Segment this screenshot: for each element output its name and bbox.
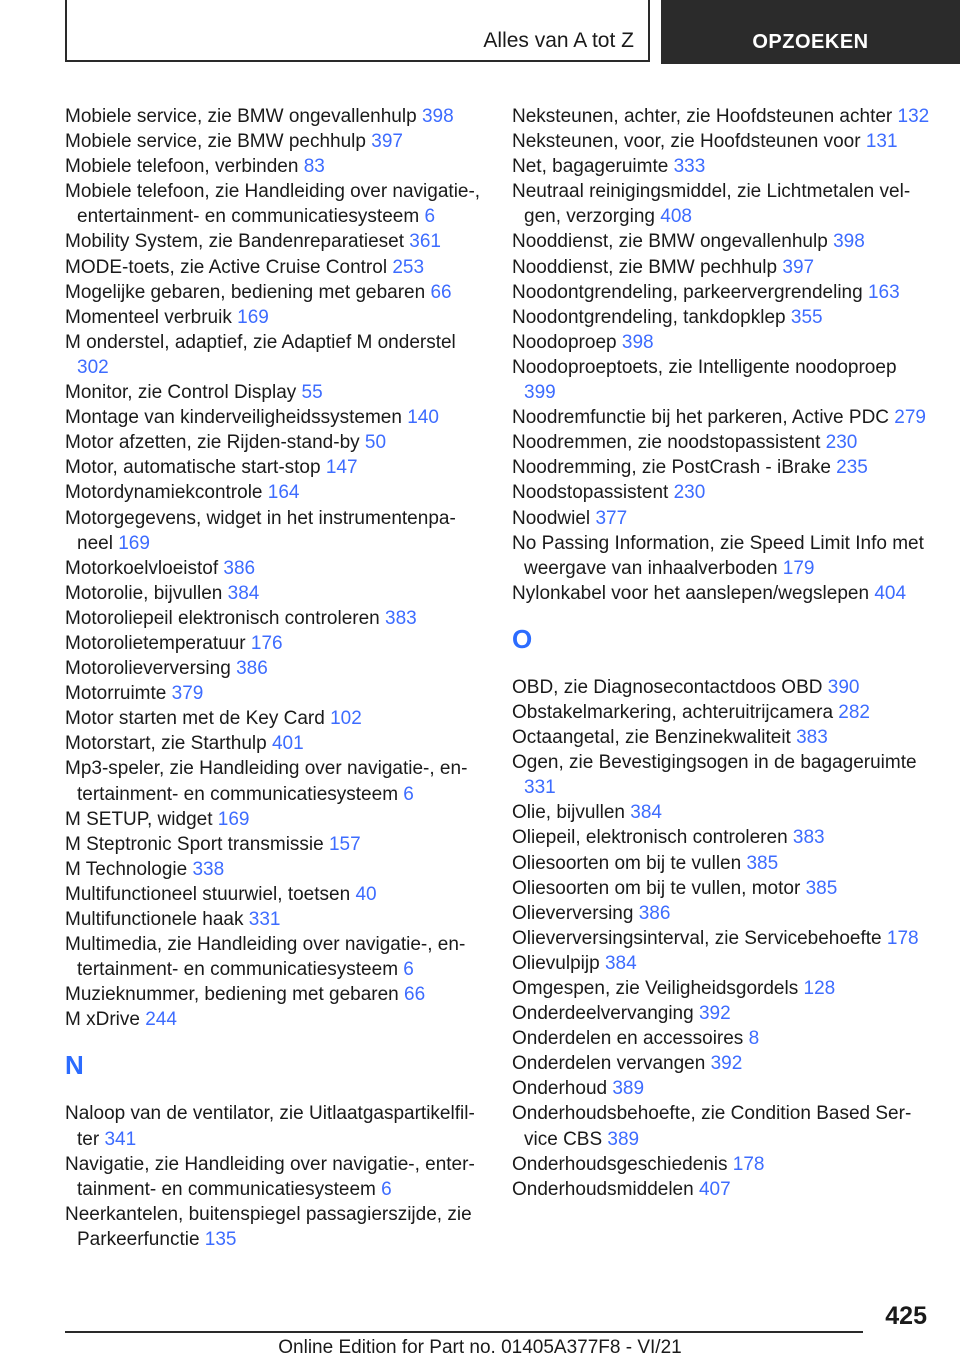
index-entry-text: Noodontgrendeling, parkeervergrendeling (512, 281, 868, 303)
index-entry (65, 656, 483, 681)
page-link[interactable]: 178 (732, 1153, 765, 1175)
index-entry-text: M onderstel, adaptief, zie Adaptief M onderstel (65, 331, 456, 353)
index-entry-text: M Technologie (65, 858, 193, 880)
page-link[interactable]: 147 (325, 457, 358, 479)
page-link[interactable]: 398 (421, 106, 454, 127)
index-entry-text: Olie, bijvullen (512, 802, 631, 824)
index-entry (65, 756, 483, 806)
index-entry (65, 380, 483, 405)
index-entry-text: Muzieknummer, bediening met gebaren (65, 984, 405, 1006)
index-entry-text: Olieverversing (512, 902, 639, 924)
index-entry (65, 1007, 483, 1032)
page-link[interactable]: 178 (886, 927, 919, 949)
index-entry (512, 305, 930, 330)
page-link[interactable]: 361 (409, 231, 441, 253)
index-entry-text: Obstakelmarkering, achteruitrijcamera (512, 701, 839, 723)
index-entry (512, 901, 930, 926)
index-entry-text: Monitor, zie Control Display (65, 382, 302, 404)
index-entry-text: Multifunctioneel stuurwiel, toetsen (65, 883, 356, 905)
page-link[interactable]: 50 (364, 432, 387, 454)
index-entry-text: Neksteunen, achter, zie Hoofdsteunen achter (512, 106, 898, 127)
tab-label: OPZOEKEN (752, 31, 869, 53)
index-entry (65, 681, 483, 706)
index-entry-text: MODE-toets, zie Active Cruise Control (65, 256, 393, 278)
footer-divider (65, 1331, 863, 1333)
index-entry-text: Onderhoudsmiddelen (512, 1178, 699, 1200)
index-entry (512, 280, 930, 305)
page-link[interactable]: 244 (145, 1009, 177, 1031)
index-column-right (512, 104, 930, 1202)
index-entry-text: Oliepeil, elektronisch controleren (512, 827, 793, 849)
page-link[interactable]: 333 (673, 156, 706, 178)
page-link[interactable]: 386 (236, 658, 268, 680)
page-link[interactable]: 55 (301, 382, 323, 404)
index-entry-text: M xDrive (65, 1009, 146, 1031)
index-entry (65, 480, 483, 505)
index-entry-text: Nooddienst, zie BMW ongevallenhulp (512, 231, 834, 253)
index-entry (65, 832, 483, 857)
index-entry-text: Octaangetal, zie Benzinekwaliteit (512, 727, 797, 749)
page-link[interactable]: 157 (328, 833, 361, 855)
index-entry (512, 229, 930, 254)
page-link[interactable]: 398 (833, 231, 865, 253)
index-entry-text: Motorgegevens, widget in het instrumentenpaneel (65, 507, 456, 554)
index-entry (65, 405, 483, 430)
index-entry-text: Noodoproep (512, 331, 622, 353)
index-entry-text: M Steptronic Sport transmissie (65, 833, 329, 855)
page-link[interactable]: 128 (803, 978, 836, 999)
index-entry (512, 675, 930, 700)
index-entry (512, 154, 930, 179)
index-entry-text: Noodremming, zie PostCrash - iBrake (512, 457, 837, 479)
index-entry (512, 455, 930, 480)
page-link[interactable]: 386 (638, 902, 671, 924)
index-entry (65, 606, 483, 631)
page-link[interactable]: 384 (630, 802, 662, 824)
index-entry (65, 104, 483, 129)
index-entry-text: Mobiele telefoon, zie Handleiding over navigatie-, entertainment- en communicatiesysteem (65, 181, 481, 228)
page-link[interactable]: 282 (838, 701, 870, 723)
page-link[interactable]: 176 (250, 632, 283, 654)
page-link[interactable]: 408 (660, 206, 692, 228)
index-entry (512, 976, 930, 1001)
index-entry (65, 932, 483, 982)
index-column-left (65, 104, 483, 1252)
index-entry-text: Motorolietemperatuur (65, 632, 251, 654)
page-link[interactable]: 386 (223, 557, 256, 579)
index-entry (512, 1152, 930, 1177)
page-link[interactable]: 384 (604, 952, 637, 974)
index-entry (65, 581, 483, 606)
page-link[interactable]: 404 (874, 582, 907, 604)
page-link[interactable]: 383 (796, 727, 828, 749)
index-entry-text: Noodwiel (512, 507, 596, 529)
index-entry (65, 280, 483, 305)
page-number: 425 (885, 1302, 927, 1330)
page-link[interactable]: 179 (782, 557, 815, 579)
page-link[interactable]: 341 (104, 1128, 137, 1150)
index-entry-text: Mp3-speler, zie Handleiding over navigatie-, entertainment- en communicatiesysteem (65, 758, 468, 805)
page-link[interactable]: 40 (355, 883, 377, 905)
page-link[interactable]: 331 (524, 777, 556, 799)
index-entry-text: Multifunctionele haak (65, 909, 249, 930)
page-link[interactable]: 140 (407, 407, 439, 429)
page-link[interactable]: 6 (381, 1178, 392, 1200)
page-link[interactable]: 383 (385, 607, 417, 629)
index-entry-text: Olieverversingsinterval, zie Servicebehoefte (512, 927, 887, 949)
index-entry (65, 305, 483, 330)
index-entry-text: Navigatie, zie Handleiding over navigatie-, entertainment- en communicatiesysteem (65, 1153, 475, 1200)
index-entry-text: Onderhoudsgeschiedenis (512, 1153, 733, 1175)
index-entry (512, 531, 930, 581)
index-entry (512, 506, 930, 531)
index-entry (65, 1202, 483, 1252)
page-link[interactable]: 66 (430, 281, 452, 303)
index-entry (65, 1101, 483, 1151)
index-entry-text: Onderdelen vervangen (512, 1053, 711, 1075)
index-entry (512, 825, 930, 850)
page-link[interactable]: 392 (698, 1003, 731, 1025)
index-entry-text: Onderhoud (512, 1078, 613, 1100)
index-entry (65, 1152, 483, 1202)
index-entry-text: Motor starten met de Key Card (65, 708, 331, 730)
index-entry (512, 926, 930, 951)
page-header (65, 0, 960, 64)
index-entry-text: Noodontgrendeling, tankdopklep (512, 306, 791, 328)
section-title: Alles van A tot Z (483, 29, 634, 52)
page-link[interactable]: 132 (897, 106, 930, 127)
index-entry (512, 129, 930, 154)
page-link[interactable]: 401 (271, 733, 304, 755)
index-entry (512, 1177, 930, 1202)
index-entry (512, 355, 930, 405)
index-entry (65, 882, 483, 907)
page-link[interactable]: 389 (607, 1128, 640, 1150)
index-entry-text: Motoroliepeil elektronisch controleren (65, 607, 385, 629)
index-entry-text: Neerkantelen, buitenspiegel passagierszijde, zie Parkeerfunctie (65, 1203, 472, 1250)
index-entry-text: Motorolie, bijvullen (65, 582, 228, 604)
page-link[interactable]: 302 (77, 356, 109, 378)
index-entry (512, 1051, 930, 1076)
index-entry (512, 1001, 930, 1026)
page-link[interactable]: 169 (237, 306, 269, 328)
page-link[interactable]: 379 (171, 683, 204, 705)
section-title-box (65, 0, 650, 62)
index-entry-text: Neutraal reinigingsmiddel, zie Lichtmetalen velgen, verzorging (512, 181, 911, 228)
index-entry (65, 731, 483, 756)
page-link[interactable]: 397 (371, 131, 403, 153)
page-link[interactable]: 383 (792, 827, 825, 849)
index-entry-text: Mobiele service, zie BMW ongevallenhulp (65, 106, 422, 127)
page-link[interactable]: 8 (748, 1028, 760, 1050)
index-letter-heading: N (65, 1050, 84, 1081)
page-link[interactable]: 397 (782, 256, 815, 278)
index-entry (65, 330, 483, 380)
index-entry (65, 907, 483, 932)
page-link[interactable]: 235 (836, 457, 868, 479)
page-link[interactable]: 66 (404, 984, 426, 1006)
index-entry-text: Momenteel verbruik (65, 306, 238, 328)
index-entry (65, 556, 483, 581)
page-link[interactable]: 385 (746, 852, 779, 874)
index-entry-text: Noodremmen, zie noodstopassistent (512, 432, 826, 454)
index-entry-text: Motor afzetten, zie Rijden-stand-by (65, 432, 365, 454)
page-link[interactable]: 398 (621, 331, 654, 353)
index-entry (65, 982, 483, 1007)
index-entry (512, 876, 930, 901)
index-entry (65, 455, 483, 480)
page-link[interactable]: 6 (424, 206, 436, 228)
page-link[interactable]: 230 (673, 482, 706, 504)
page-link[interactable]: 83 (303, 156, 325, 178)
index-entry-text: Ogen, zie Bevestigingsogen in de bagageruimte (512, 752, 917, 774)
page-link[interactable]: 407 (698, 1178, 731, 1200)
page-link[interactable]: 385 (805, 877, 838, 899)
index-entry (512, 1076, 930, 1101)
page-link[interactable]: 6 (403, 783, 414, 805)
index-entry-text: Noodstopassistent (512, 482, 674, 504)
page-link[interactable]: 163 (867, 281, 900, 303)
index-entry (65, 154, 483, 179)
page-link[interactable]: 338 (192, 858, 225, 880)
index-entry (65, 506, 483, 556)
page-link[interactable]: 135 (204, 1228, 237, 1250)
tab-opzoeken[interactable] (661, 0, 960, 64)
index-entry-text: OBD, zie Diagnosecontactdoos OBD (512, 676, 828, 698)
index-entry (512, 104, 930, 129)
index-entry (65, 430, 483, 455)
page-link[interactable]: 169 (118, 532, 150, 554)
index-entry-text: Olievulpijp (512, 952, 605, 974)
index-entry-text: Motorkoelvloeistof (65, 557, 224, 579)
index-entry (65, 229, 483, 254)
index-entry-text: Net, bagageruimte (512, 156, 674, 178)
index-entry-text: Montage van kinderveiligheidssystemen (65, 407, 408, 429)
index-entry-text: Omgespen, zie Veiligheidsgordels (512, 978, 804, 999)
index-entry (65, 129, 483, 154)
index-entry-text: Motor, automatische start-stop (65, 457, 326, 479)
index-entry-text: Mobiele service, zie BMW pechhulp (65, 131, 372, 153)
index-entry (512, 179, 930, 229)
page-link[interactable]: 131 (865, 131, 898, 153)
index-entry-text: No Passing Information, zie Speed Limit Info met weergave van inhaalverboden (512, 532, 924, 579)
index-entry-text: Motorstart, zie Starthulp (65, 733, 272, 755)
index-entry-text: Nooddienst, zie BMW pechhulp (512, 256, 783, 278)
index-entry (512, 1101, 930, 1151)
page-link[interactable]: 392 (710, 1053, 743, 1075)
index-entry (512, 725, 930, 750)
index-entry-text: Noodremfunctie bij het parkeren, Active PDC (512, 407, 895, 429)
index-entry (512, 581, 930, 606)
page-link[interactable]: 169 (217, 808, 250, 830)
index-entry (512, 951, 930, 976)
index-entry-text: Oliesoorten om bij te vullen (512, 852, 747, 874)
index-entry (65, 255, 483, 280)
index-entry-text: Onderdeelvervanging (512, 1003, 699, 1025)
page-link[interactable]: 102 (330, 708, 362, 730)
index-entry-text: Nylonkabel voor het aanslepen/wegslepen (512, 582, 875, 604)
index-entry-text: Onderhoudsbehoefte, zie Condition Based Service CBS (512, 1103, 912, 1150)
index-entry (512, 430, 930, 455)
page-link[interactable]: 6 (403, 959, 414, 981)
page-link[interactable]: 279 (894, 407, 926, 429)
index-entry-text: Motorolieverversing (65, 658, 237, 680)
index-entry (65, 179, 483, 229)
index-entry-text: Naloop van de ventilator, zie Uitlaatgaspartikelfilter (65, 1103, 475, 1150)
page-link[interactable]: 164 (267, 482, 300, 504)
page-link[interactable]: 389 (612, 1078, 645, 1100)
index-entry-text: Neksteunen, voor, zie Hoofdsteunen voor (512, 131, 866, 153)
page-link[interactable]: 355 (790, 306, 823, 328)
index-entry-text: Mogelijke gebaren, bediening met gebaren (65, 281, 431, 303)
edition-footer: Online Edition for Part no. 01405A377F8 - VI/21 (278, 1337, 682, 1358)
page-link[interactable]: 377 (595, 507, 628, 529)
index-entry (512, 255, 930, 280)
index-entry (512, 851, 930, 876)
index-entry (65, 857, 483, 882)
index-letter-heading: O (512, 623, 533, 654)
page-link[interactable]: 390 (827, 676, 860, 698)
index-entry (512, 1026, 930, 1051)
page-link[interactable]: 384 (227, 582, 260, 604)
index-entry (512, 700, 930, 725)
page-link[interactable]: 253 (392, 256, 425, 278)
index-entry-text: Noodoproeptoets, zie Intelligente noodoproep (512, 356, 897, 378)
page-link[interactable]: 331 (248, 909, 281, 930)
index-entry-text: Mobiele telefoon, verbinden (65, 156, 304, 178)
index-entry (65, 807, 483, 832)
index-entry (65, 706, 483, 731)
index-entry-text: Multimedia, zie Handleiding over navigatie-, entertainment- en communicatiesysteem (65, 934, 466, 981)
index-entry-text: Motorruimte (65, 683, 172, 705)
index-entry-text: M SETUP, widget (65, 808, 218, 830)
index-entry (512, 330, 930, 355)
index-entry (512, 405, 930, 430)
index-entry-text: Onderdelen en accessoires (512, 1028, 749, 1050)
page-link[interactable]: 230 (825, 432, 858, 454)
index-entry-text: Oliesoorten om bij te vullen, motor (512, 877, 806, 899)
index-entry (65, 631, 483, 656)
page-link[interactable]: 399 (524, 382, 556, 404)
index-entry-text: Mobility System, zie Bandenreparatieset (65, 231, 410, 253)
index-entry (512, 480, 930, 505)
index-entry (512, 800, 930, 825)
index-entry-text: Motordynamiekcontrole (65, 482, 268, 504)
index-entry (512, 750, 930, 800)
